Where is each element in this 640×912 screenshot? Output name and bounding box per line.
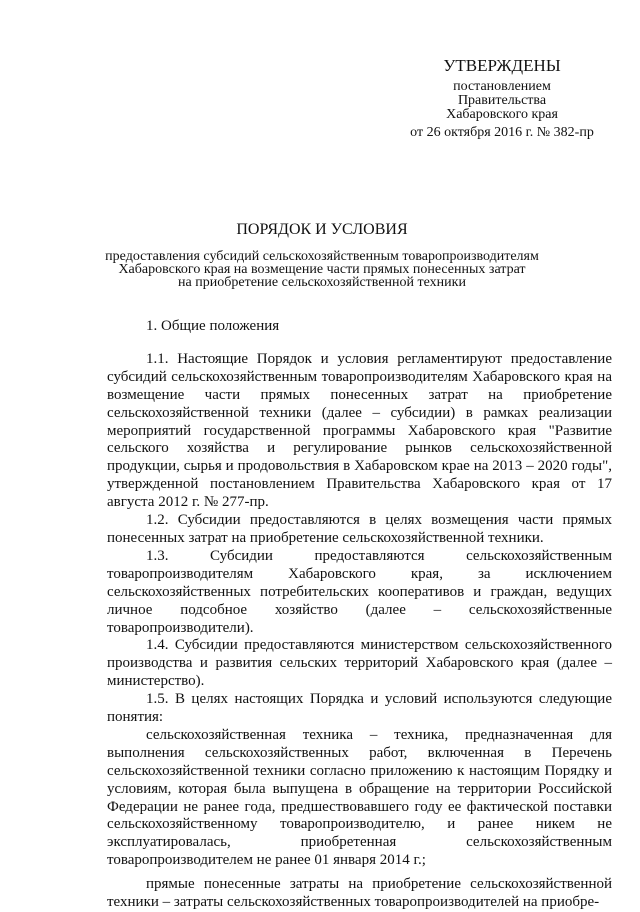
- paragraph-1-1: 1.1. Настоящие Порядок и условия регламентируют предоставление субсидий сельскохозяйственным товаропроизводителям Хабаровского края на возмещение части прямых понесенных затрат на приобретение сельскохозяйственной техники (далее – субсидии) в рамках реализации мероприятий государственной программы Хабаровского края "Развитие сельского хозяйства и регулирование рынков сельскохозяйственной продукции, сырья и продовольствия в Хабаровском крае на 2013 – 2020 годы", утвержденной постановлением Правительства Хабаровского края от 17 августа 2012 г. № 277-пр.: [107, 350, 612, 511]
- definition-direct-costs: прямые понесенные затраты на приобретение сельскохозяйственной техники – затраты сельскохозяйственных товаропроизводителей на приобре-: [107, 876, 612, 911]
- document-subtitle-line: Хабаровского края на возмещение части прямых понесенных затрат: [118, 262, 526, 277]
- document-header: [100, 220, 544, 289]
- approval-line: постановлением: [453, 79, 551, 94]
- document-subtitle-line: на приобретение сельскохозяйственной техники: [178, 275, 466, 290]
- paragraph-1-5: 1.5. В целях настоящих Порядка и условий используются следующие понятия:: [107, 691, 612, 726]
- paragraph-1-3: 1.3. Субсидии предоставляются сельскохозяйственным товаропроизводителям Хабаровского края, за исключением сельскохозяйственных потребительских кооперативов и граждан, ведущих личное подсобное хозяйство (далее – сельскохозяйственные товаропроизводители).: [107, 547, 612, 636]
- paragraph-1-2: 1.2. Субсидии предоставляются в целях возмещения части прямых понесенных затрат на приобретение сельскохозяйственной техники.: [107, 512, 612, 546]
- section-heading: 1. Общие положения: [146, 318, 280, 334]
- approval-stamp: [392, 56, 612, 140]
- approval-line: Хабаровского края: [446, 107, 558, 122]
- approval-title: УТВЕРЖДЕНЫ: [443, 56, 561, 75]
- definition-agricultural-machinery: сельскохозяйственная техника – техника, предназначенная для выполнения сельскохозяйственных работ, включенная в Перечень сельскохозяйственной техники согласно приложению к настоящим Порядку и условиям, которая была выпущена в обращение на территории Российской Федерации не ранее года, предшествовавшего году ее фактической поставки сельскохозяйственному товаропроизводителю, и ранее никем не эксплуатировалась, приобретенная сельскохозяйственным товаропроизводителем не ранее 01 января 2014 г.;: [107, 726, 612, 869]
- approval-line: Правительства: [457, 93, 547, 108]
- paragraph-1-4: 1.4. Субсидии предоставляются министерством сельскохозяйственного производства и развития сельских территорий Хабаровского края (далее – министерство).: [107, 637, 612, 690]
- document-subtitle-line: предоставления субсидий сельскохозяйственным товаропроизводителям: [105, 249, 539, 264]
- approval-date: от 26 октября 2016 г. № 382-пр: [410, 125, 594, 140]
- document-body: [107, 318, 612, 912]
- document-title: ПОРЯДОК И УСЛОВИЯ: [236, 221, 408, 238]
